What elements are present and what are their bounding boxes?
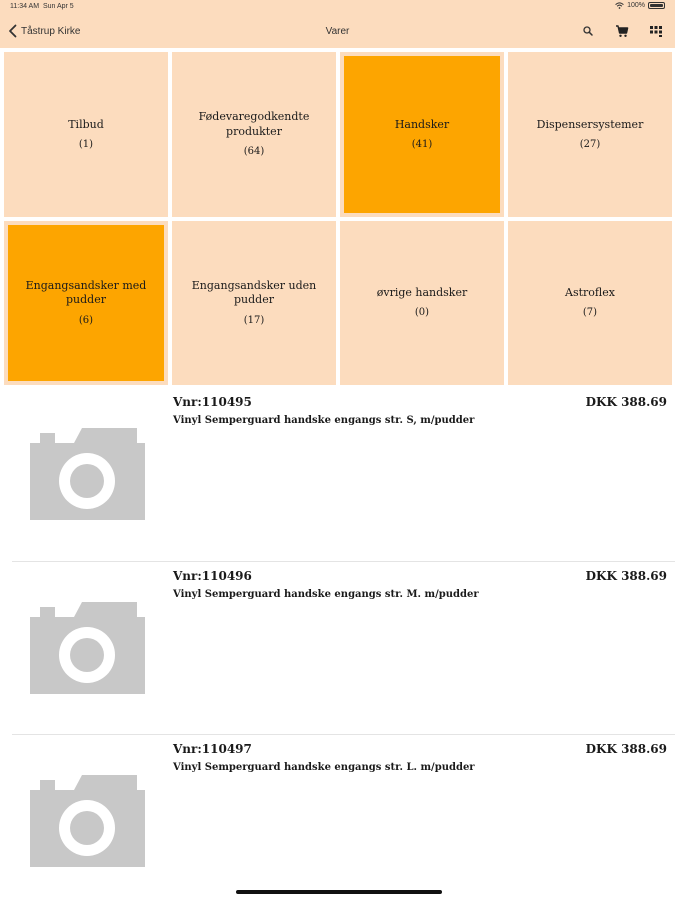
status-time-text: 11:34 AM <box>10 3 40 10</box>
category-tile-astroflex[interactable] <box>508 221 672 386</box>
category-count: (7) <box>582 307 598 319</box>
back-button[interactable] <box>8 24 80 38</box>
camera-placeholder-icon <box>30 428 145 520</box>
category-name: øvrige handsker <box>376 286 468 300</box>
category-tile-engangsandsker-med-pudder[interactable] <box>4 221 168 386</box>
cart-icon[interactable] <box>615 24 629 38</box>
camera-placeholder-icon <box>30 602 145 694</box>
category-grid <box>4 52 672 385</box>
navigation-bar <box>0 16 675 48</box>
page-title: Varer <box>325 26 350 37</box>
status-right <box>615 2 665 9</box>
battery-icon <box>648 2 665 9</box>
product-number: Vnr:110495 <box>173 395 252 409</box>
product-row[interactable] <box>12 561 675 734</box>
product-list <box>0 388 675 900</box>
battery-percent: 100% <box>627 2 645 9</box>
home-indicator[interactable] <box>236 890 442 894</box>
category-tile-ovrige-handsker[interactable] <box>340 221 504 386</box>
product-number: Vnr:110497 <box>173 742 252 756</box>
product-row[interactable] <box>0 388 675 561</box>
category-count: (0) <box>414 307 430 319</box>
chevron-left-icon <box>8 24 18 38</box>
category-count: (17) <box>243 314 265 326</box>
product-number: Vnr:110496 <box>173 569 252 583</box>
category-name: Tilbud <box>68 117 104 131</box>
product-name: Vinyl Semperguard handske engangs str. M. m/pudder <box>173 589 479 600</box>
grid-menu-icon[interactable] <box>649 24 663 38</box>
nav-actions <box>581 24 663 38</box>
category-count: (41) <box>411 138 433 150</box>
category-name: Engangsandsker uden pudder <box>191 278 317 307</box>
product-price: DKK 388.69 <box>585 395 667 409</box>
category-tile-fodevaregodkendte[interactable] <box>172 52 336 217</box>
category-tile-tilbud[interactable] <box>4 52 168 217</box>
category-count: (64) <box>243 146 265 158</box>
category-name: Engangsandsker med pudder <box>25 278 147 307</box>
product-row[interactable] <box>12 734 675 900</box>
category-tile-handsker[interactable] <box>340 52 504 217</box>
category-name: Astroflex <box>565 286 615 300</box>
camera-placeholder-icon <box>30 775 145 867</box>
product-name: Vinyl Semperguard handske engangs str. L. m/pudder <box>173 762 475 773</box>
status-date-text: Sun Apr 5 <box>42 3 74 10</box>
category-count: (27) <box>579 138 601 150</box>
category-count: (1) <box>78 138 94 150</box>
category-name: Fødevaregodkendte produkter <box>198 110 310 138</box>
wifi-icon <box>615 2 624 9</box>
category-name: Handsker <box>394 117 450 131</box>
search-icon[interactable] <box>581 24 595 38</box>
category-name: Dispensersystemer <box>536 117 644 131</box>
top-bar <box>0 0 675 48</box>
status-bar <box>0 0 675 14</box>
category-tile-dispensersystemer[interactable] <box>508 52 672 217</box>
category-tile-engangsandsker-uden-pudder[interactable] <box>172 221 336 386</box>
product-price: DKK 388.69 <box>585 742 667 756</box>
status-time <box>10 3 74 10</box>
category-count: (6) <box>78 314 94 326</box>
product-price: DKK 388.69 <box>585 569 667 583</box>
back-button-label: Tåstrup Kirke <box>21 25 81 37</box>
product-name: Vinyl Semperguard handske engangs str. S, m/pudder <box>173 415 475 426</box>
